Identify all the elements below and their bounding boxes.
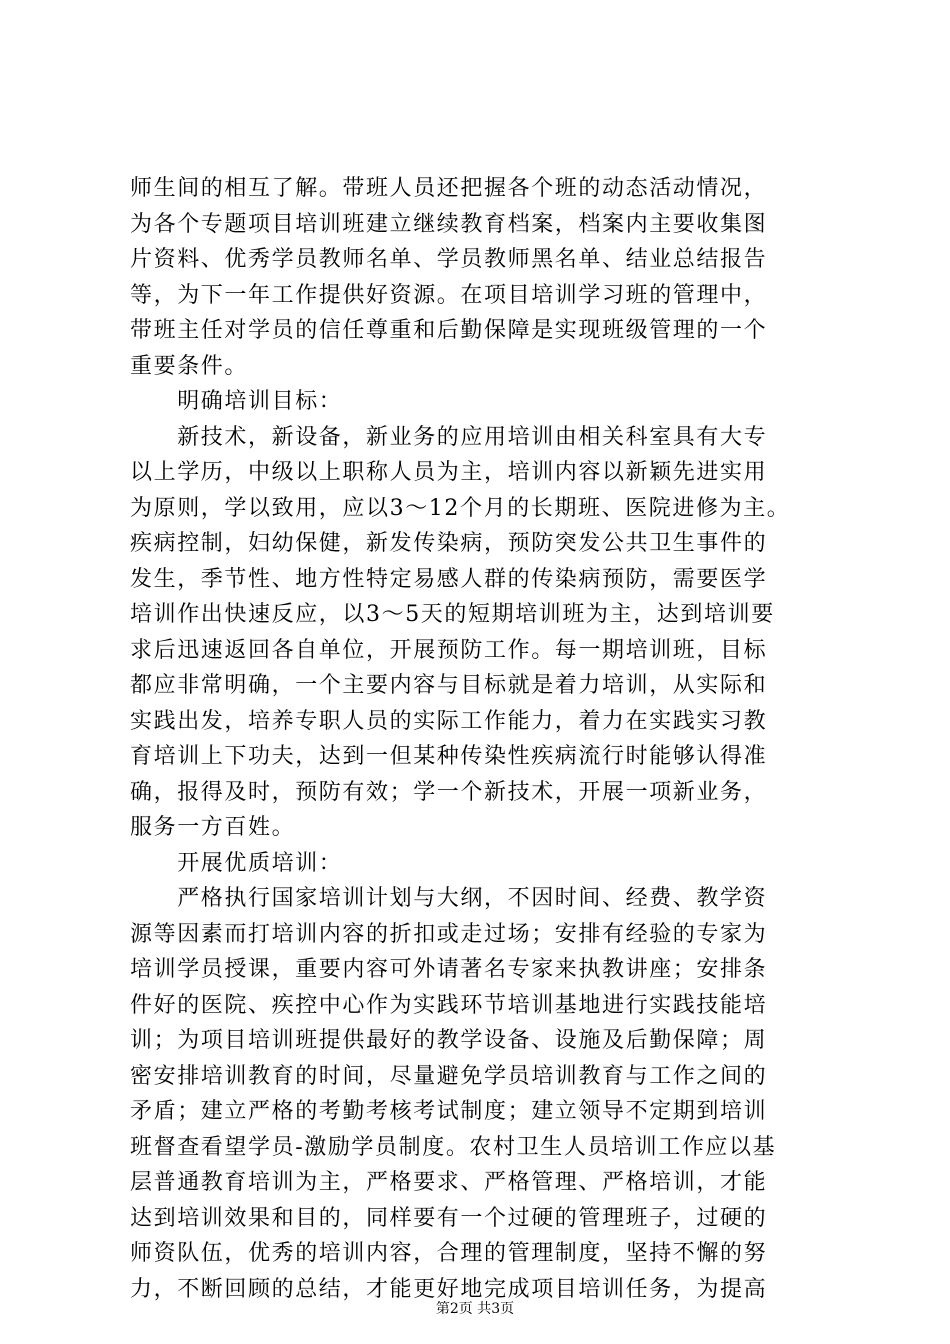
text-line: 确，报得及时，预防有效；学一个新技术，开展一项新业务， bbox=[130, 779, 768, 805]
text-line: 班督查看望学员-激励学员制度。农村卫生人员培训工作应以基 bbox=[130, 1134, 777, 1160]
text-line: 服务一方百姓。 bbox=[130, 815, 296, 840]
text-line: 等，为下一年工作提供好资源。在项目培训学习班的管理中， bbox=[130, 282, 768, 308]
text-line: 训；为项目培训班提供最好的教学设备、设施及后勤保障；周 bbox=[130, 1028, 768, 1053]
text-line: 达到培训效果和目的，同样要有一个过硬的管理班子，过硬的 bbox=[130, 1205, 768, 1231]
section-heading: 开展优质培训： bbox=[130, 850, 343, 876]
text-line: 新技术，新设备，新业务的应用培训由相关科室具有大专 bbox=[130, 424, 768, 450]
text-line: 求后迅速返回各自单位，开展预防工作。每一期培训班，目标 bbox=[130, 637, 768, 663]
text-line: 实践出发，培养专职人员的实际工作能力，着力在实践实习教 bbox=[130, 708, 768, 734]
text-line: 师生间的相互了解。带班人员还把握各个班的动态活动情况， bbox=[130, 176, 768, 201]
text-line: 都应非常明确，一个主要内容与目标就是着力培训，从实际和 bbox=[130, 673, 768, 698]
text-line: 件好的医院、疾控中心作为实践环节培训基地进行实践技能培 bbox=[130, 992, 768, 1018]
text-line: 以上学历，中级以上职称人员为主，培训内容以新颖先进实用 bbox=[130, 460, 768, 485]
text-line: 层普通教育培训为主，严格要求、严格管理、严格培训，才能 bbox=[130, 1170, 768, 1195]
text-line: 为各个专题项目培训班建立继续教育档案，档案内主要收集图 bbox=[130, 211, 768, 237]
text-line: 师资队伍，优秀的培训内容，合理的管理制度，坚持不懈的努 bbox=[130, 1241, 768, 1266]
text-line: 带班主任对学员的信任尊重和后勤保障是实现班级管理的一个 bbox=[130, 318, 768, 343]
text-line: 矛盾；建立严格的考勤考核考试制度；建立领导不定期到培训 bbox=[130, 1099, 768, 1124]
text-line: 为原则，学以致用，应以3～12个月的长期班、医院进修为主。 bbox=[130, 495, 791, 521]
text-line: 源等因素而打培训内容的折扣或走过场；安排有经验的专家为 bbox=[130, 921, 768, 947]
text-line: 育培训上下功夫，达到一但某种传染性疾病流行时能够认得准 bbox=[130, 744, 768, 769]
text-line: 力，不断回顾的总结，才能更好地完成项目培训任务，为提高 bbox=[130, 1276, 768, 1302]
page-footer: 第2页 共3页 bbox=[435, 1301, 515, 1317]
text-line: 重要条件。 bbox=[130, 353, 249, 379]
text-line: 培训作出快速反应，以3～5天的短期培训班为主，达到培训要 bbox=[130, 602, 775, 627]
body-text bbox=[130, 171, 830, 1307]
text-line: 密安排培训教育的时间，尽量避免学员培训教育与工作之间的 bbox=[130, 1063, 768, 1089]
text-line: 培训学员授课，重要内容可外请著名专家来执教讲座；安排条 bbox=[130, 957, 768, 982]
text-line: 发生，季节性、地方性特定易感人群的传染病预防，需要医学 bbox=[130, 566, 768, 592]
text-line: 疾病控制，妇幼保健，新发传染病，预防突发公共卫生事件的 bbox=[130, 531, 768, 556]
text-line: 严格执行国家培训计划与大纲，不因时间、经费、教学资 bbox=[130, 886, 768, 911]
section-heading: 明确培训目标： bbox=[130, 389, 343, 414]
text-line: 片资料、优秀学员教师名单、学员教师黑名单、结业总结报告 bbox=[130, 247, 768, 272]
